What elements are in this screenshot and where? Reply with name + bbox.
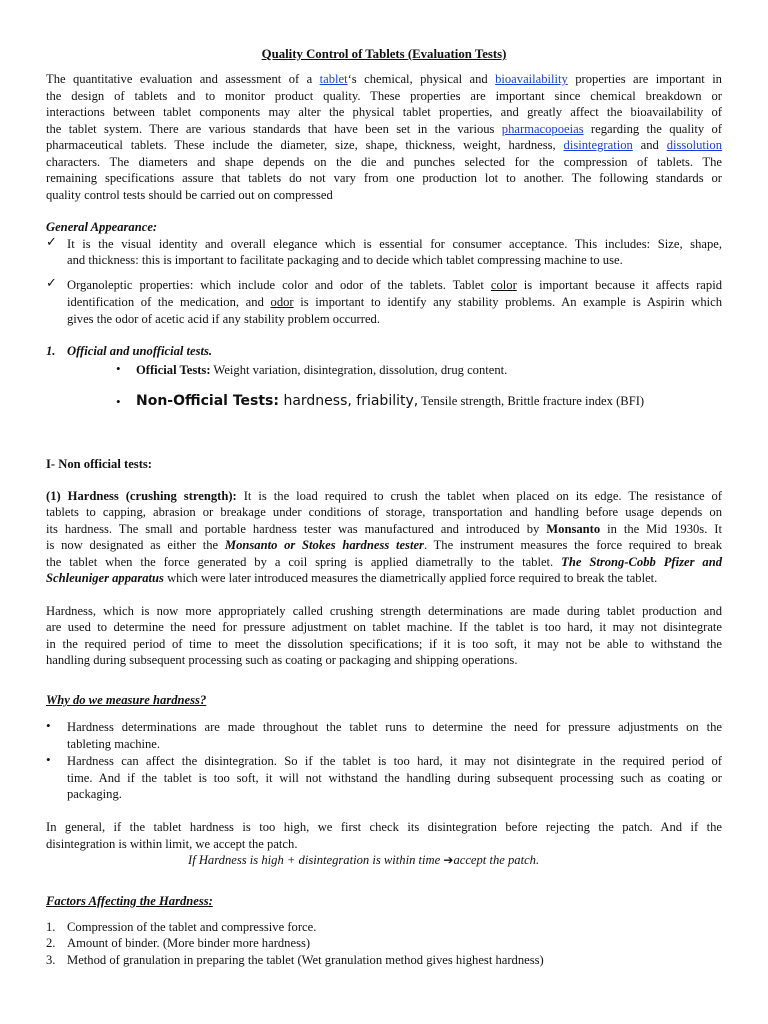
intro-line: pharmaceutical tablets. These include the diameter, size, shape, thickness, weight, hardness, disintegration and dissolution (46, 138, 723, 152)
intro-line: the design of tablets and to monitor product quality. These properties are important since chemical breakdown or (46, 89, 722, 103)
intro-line: The quantitative evaluation and assessment of a tablet‘s chemical, physical and bioavailability properties are important in (46, 72, 722, 86)
bullet-icon: • (116, 394, 121, 409)
factor-item: Method of granulation in preparing the tablet (Wet granulation method gives highest hardness) (67, 953, 544, 967)
why-measure-heading: Why do we measure hardness? (46, 693, 207, 707)
dissolution-link[interactable]: dissolution (666, 138, 723, 152)
hardness-line: (1) Hardness (crushing strength): It is the load required to crush the tablet when placed on its edge. The resistance of (46, 489, 722, 503)
hardness-line: is now designated as either the Monsanto or Stokes hardness tester. The instrument measures the force required to break (46, 538, 722, 552)
why-item-line: tableting machine. (67, 737, 161, 751)
disintegration-link[interactable]: disintegration (563, 138, 633, 152)
factor-number: 3. (46, 953, 56, 967)
factors-heading: Factors Affecting the Hardness: (46, 894, 213, 908)
document-title: Quality Control of Tablets (Evaluation Tests) (261, 47, 507, 61)
crushing-strength-line: Hardness, which is now more appropriately called crushing strength determinations are made during tablet production and (46, 604, 722, 618)
factor-item: Compression of the tablet and compressive force. (67, 920, 317, 934)
nonofficial-tests-item: Non-Official Tests: hardness, friability, Tensile strength, Brittle fracture index (BFI) (136, 393, 645, 409)
intro-line: the tablet system. There are various standards that have been set in the various pharmacopoeias regarding the quality of (46, 122, 722, 136)
bullet-icon: • (116, 361, 121, 376)
general-item-line: identification of the medication, and odor is important to identify any stability problems. An example is Aspirin which (67, 295, 723, 309)
why-item-line: packaging. (67, 787, 122, 801)
acceptance-rule: If Hardness is high + disintegration is within time ➔accept the patch. (188, 853, 540, 867)
intro-line: interactions between tablet components may alter the physical tablet properties, and greatly affect the bioavailability of (46, 105, 722, 119)
checkmark-icon: ✓ (46, 235, 57, 250)
tablet-link[interactable]: tablet (319, 72, 348, 86)
arrow-icon: ➔ (443, 853, 454, 867)
general-item-line: and thickness: this is important to facilitate packaging and to decide which tablet compressing machine to use. (67, 253, 623, 267)
bioavailability-link[interactable]: bioavailability (495, 72, 568, 86)
general-item-line: It is the visual identity and overall elegance which is essential for consumer acceptance. This includes: Size, shape, (67, 237, 722, 251)
crushing-strength-line: in the required period of time to meet the dissolution specifications; if it is too soft, it may not be able to withstand the (46, 637, 722, 651)
why-item-line: Hardness can affect the disintegration. So if the tablet is too hard, it may not disintegrate in the required period of (67, 754, 722, 768)
intro-line: quality control tests should be carried out on compressed (46, 188, 333, 202)
hardness-line: the tablet when the force generated by a coil spring is applied diametrally to the tablet. The Strong-Cobb Pfizer and (46, 555, 723, 569)
bullet-icon: • (46, 752, 51, 767)
nonofficial-section-heading: I- Non official tests: (46, 457, 152, 471)
general-appearance-heading: General Appearance: (46, 220, 158, 234)
official-tests-number: 1. (46, 344, 56, 358)
factor-number: 1. (46, 920, 56, 934)
checkmark-icon: ✓ (46, 276, 57, 291)
general-note-line: disintegration is within limit, we accept the patch. (46, 837, 298, 851)
crushing-strength-line: are used to determine the need for pressure adjustment on tablet machine. If the tablet is too hard, it may not disintegrate (46, 620, 722, 634)
why-item-line: Hardness determinations are made throughout the tablet runs to determine the need for pressure adjustments on the (67, 720, 722, 734)
factor-number: 2. (46, 936, 56, 950)
hardness-line: its hardness. The small and portable hardness tester was manufactured and introduced by Monsanto in the Mid 1930s. It (46, 522, 722, 536)
hardness-line: tablets to capping, abrasion or breakage under conditions of storage, transportation and handling before usage depends on (46, 505, 722, 519)
general-note-line: In general, if the tablet hardness is too high, we first check its disintegration before rejecting the patch. And if the (46, 820, 722, 834)
general-item-line: Organoleptic properties: which include color and odor of the tablets. Tablet color is important because it affects rapid (67, 278, 722, 292)
general-item-line: gives the odor of acetic acid if any stability problem occurred. (67, 312, 380, 326)
intro-line: remaining specifications assure that tablets do not vary from one production lot to another. The following standards or (46, 171, 722, 185)
pharmacopoeias-link[interactable]: pharmacopoeias (501, 122, 584, 136)
official-tests-item: Official Tests: Weight variation, disintegration, dissolution, drug content. (136, 363, 508, 377)
intro-line: characters. The diameters and shape depends on the die and punches selected for the compression of tablets. The (46, 155, 722, 169)
factor-item: Amount of binder. (More binder more hardness) (67, 936, 311, 950)
official-tests-heading: Official and unofficial tests. (67, 344, 213, 358)
why-item-line: time. And if the tablet is too soft, it will not withstand the handling during subsequent processing such as coating or (67, 771, 722, 785)
crushing-strength-line: handling during subsequent processing such as coating or packaging and shipping operations. (46, 653, 518, 667)
hardness-line: Schleuniger apparatus which were later introduced measures the diametrically applied force required to break the tablet. (46, 571, 658, 585)
bullet-icon: • (46, 718, 51, 733)
